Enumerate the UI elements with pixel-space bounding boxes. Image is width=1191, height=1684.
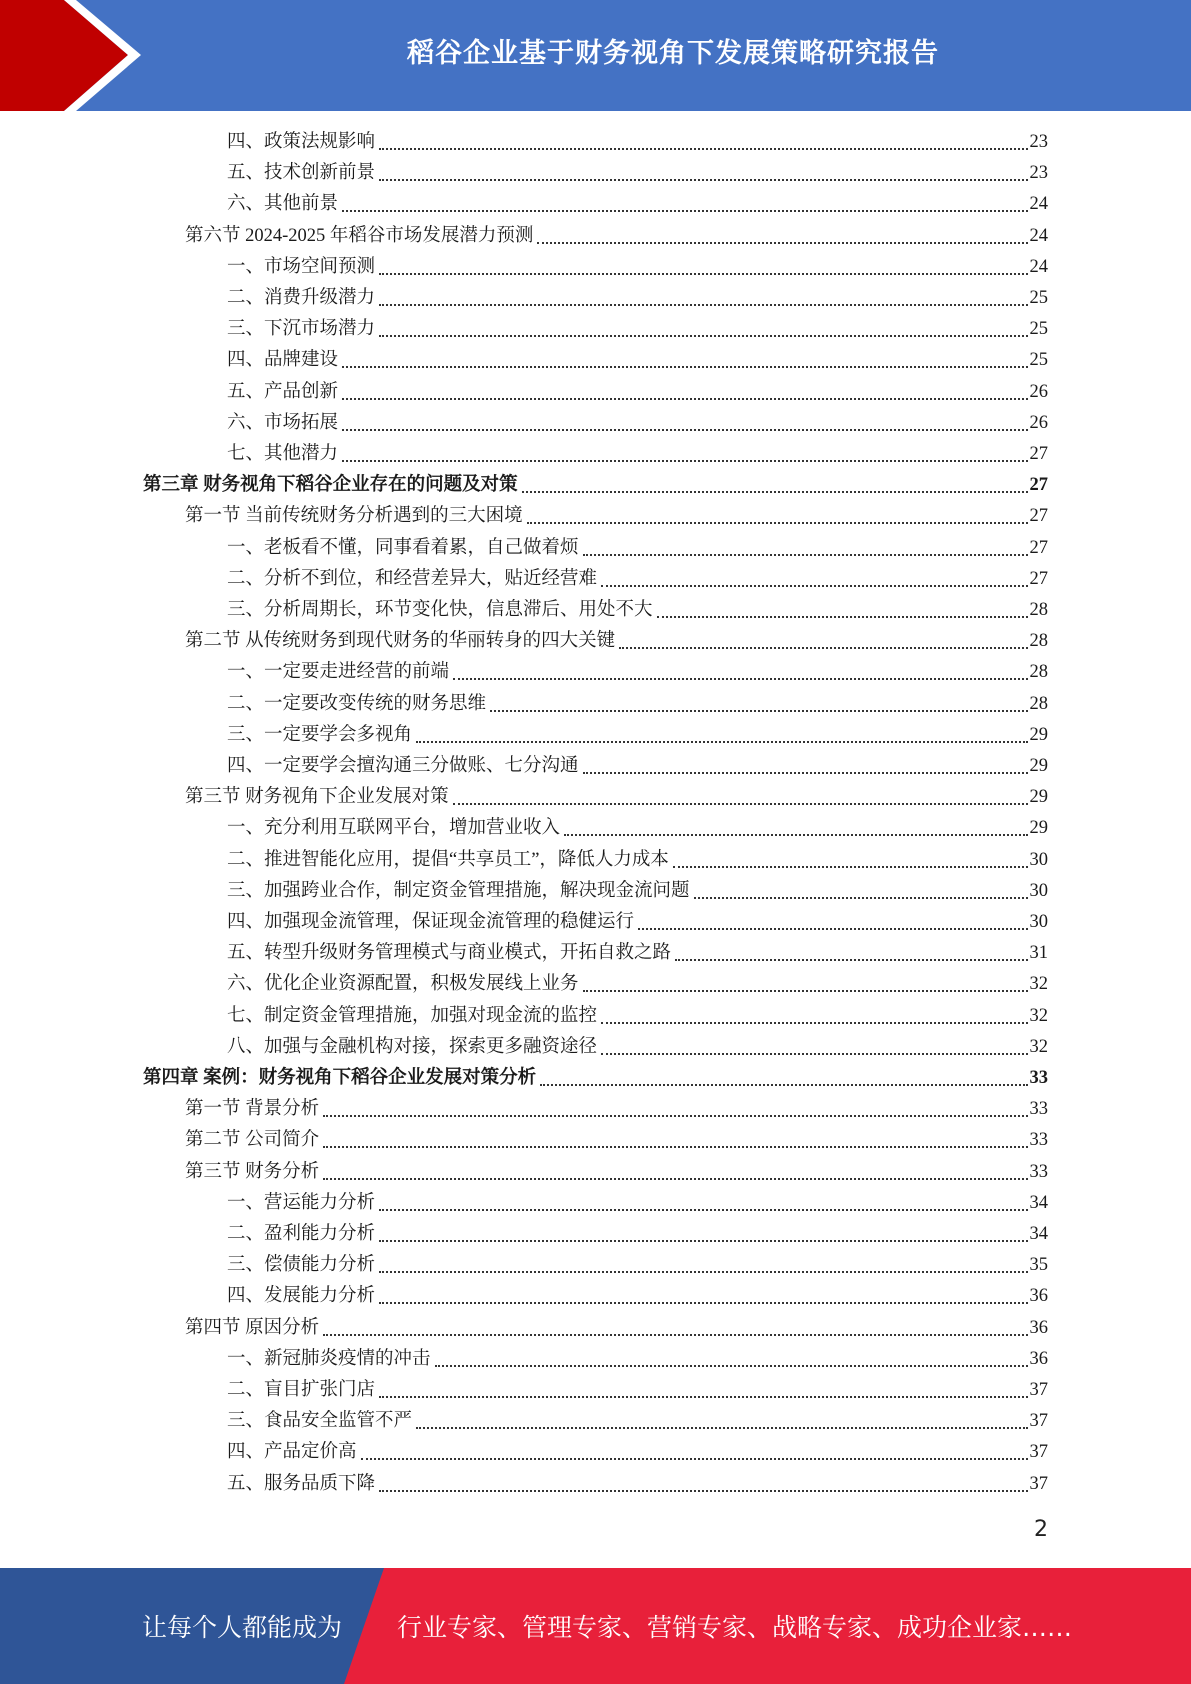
toc-entry-page: 36 bbox=[1029, 1317, 1048, 1338]
toc-entry-title: 第四章 案例：财务视角下稻谷企业发展对策分析 bbox=[143, 1068, 537, 1088]
toc-entry-page: 34 bbox=[1029, 1224, 1048, 1244]
toc-entry-title: 一、新冠肺炎疫情的冲击 bbox=[227, 1348, 431, 1369]
toc-entry[interactable] bbox=[227, 595, 1048, 626]
toc-entry-title: 第三章 财务视角下稻谷企业存在的问题及对策 bbox=[143, 475, 518, 496]
toc-entry[interactable] bbox=[227, 876, 1048, 907]
toc-entry[interactable] bbox=[227, 1375, 1048, 1406]
toc-dot-leader bbox=[342, 460, 1027, 462]
toc-entry-page: 35 bbox=[1029, 1255, 1048, 1276]
toc-entry-title: 第二节 从传统财务到现代财务的华丽转身的四大关键 bbox=[185, 631, 616, 652]
toc-entry-title: 五、服务品质下降 bbox=[227, 1473, 376, 1494]
toc-dot-leader bbox=[675, 959, 1027, 961]
toc-dot-leader bbox=[379, 1396, 1027, 1398]
toc-entry-page: 34 bbox=[1029, 1192, 1048, 1213]
toc-entry[interactable] bbox=[185, 626, 1048, 657]
toc-entry[interactable] bbox=[185, 782, 1048, 813]
toc-dot-leader bbox=[527, 522, 1028, 524]
toc-entry-page: 26 bbox=[1029, 381, 1048, 402]
toc-entry-page: 32 bbox=[1029, 1036, 1048, 1057]
toc-entry-page: 24 bbox=[1029, 256, 1048, 277]
toc-entry-page: 37 bbox=[1029, 1442, 1048, 1463]
toc-entry[interactable] bbox=[227, 564, 1048, 595]
toc-entry[interactable] bbox=[227, 1469, 1048, 1500]
toc-entry[interactable] bbox=[185, 221, 1048, 252]
toc-dot-leader bbox=[379, 179, 1027, 181]
toc-entry-title: 六、其他前景 bbox=[227, 194, 339, 215]
toc-dot-leader bbox=[323, 1146, 1027, 1148]
toc-entry-page: 29 bbox=[1029, 724, 1048, 745]
toc-entry-title: 五、产品创新 bbox=[227, 381, 339, 402]
toc-entry-page: 37 bbox=[1029, 1473, 1048, 1494]
toc-entry-page: 32 bbox=[1029, 974, 1048, 995]
toc-dot-leader bbox=[694, 897, 1028, 899]
toc-entry-page: 36 bbox=[1029, 1286, 1048, 1307]
toc-entry-title: 第三节 财务视角下企业发展对策 bbox=[185, 787, 449, 808]
toc-entry-page: 27 bbox=[1029, 506, 1048, 527]
toc-dot-leader bbox=[379, 1490, 1027, 1492]
toc-entry-page: 25 bbox=[1029, 350, 1048, 371]
toc-entry-title: 第三节 财务分析 bbox=[185, 1161, 320, 1182]
toc-entry-title: 一、营运能力分析 bbox=[227, 1192, 376, 1213]
page-footer bbox=[0, 1568, 1191, 1684]
toc-entry-title: 三、分析周期长，环节变化快，信息滞后、用处不大 bbox=[227, 600, 653, 620]
toc-dot-leader bbox=[379, 273, 1027, 275]
toc-entry[interactable] bbox=[185, 1313, 1048, 1344]
toc-dot-leader bbox=[342, 429, 1027, 431]
toc-entry[interactable] bbox=[227, 127, 1048, 158]
toc-entry-title: 七、其他潜力 bbox=[227, 444, 339, 464]
toc-entry-title: 二、推进智能化应用，提倡“共享员工”，降低人力成本 bbox=[227, 849, 669, 870]
toc-entry-title: 第二节 公司简介 bbox=[185, 1130, 320, 1151]
toc-entry-title: 一、充分利用互联网平台，增加营业收入 bbox=[227, 818, 561, 839]
toc-dot-leader bbox=[564, 834, 1027, 836]
toc-dot-leader bbox=[601, 1053, 1027, 1055]
toc-entry[interactable] bbox=[227, 533, 1048, 564]
toc-entry-title: 第一节 当前传统财务分析遇到的三大困境 bbox=[185, 506, 523, 527]
toc-entry[interactable] bbox=[227, 845, 1048, 876]
toc-entry-title: 六、市场拓展 bbox=[227, 412, 339, 433]
toc-dot-leader bbox=[537, 242, 1027, 244]
toc-entry-page: 33 bbox=[1029, 1130, 1048, 1151]
toc-dot-leader bbox=[435, 1365, 1028, 1367]
toc-entry-title: 四、一定要学会擅沟通三分做账、七分沟通 bbox=[227, 756, 579, 776]
toc-entry-title: 二、分析不到位，和经营差异大，贴近经营难 bbox=[227, 568, 598, 589]
toc-entry-title: 四、产品定价高 bbox=[227, 1442, 357, 1463]
toc-entry-page: 25 bbox=[1029, 319, 1048, 340]
toc-entry-title: 二、盈利能力分析 bbox=[227, 1224, 376, 1244]
toc-entry[interactable] bbox=[227, 283, 1048, 314]
toc-entry-title: 四、政策法规影响 bbox=[227, 132, 376, 152]
toc-entry[interactable] bbox=[227, 158, 1048, 189]
toc-entry-page: 29 bbox=[1029, 756, 1048, 776]
toc-entry[interactable] bbox=[143, 1063, 1048, 1094]
header-title: 稻谷企业基于财务视角下发展策略研究报告 bbox=[407, 37, 939, 69]
toc-entry-page: 23 bbox=[1029, 132, 1048, 152]
toc-dot-leader bbox=[657, 616, 1028, 618]
toc-dot-leader bbox=[379, 1209, 1027, 1211]
toc-dot-leader bbox=[583, 772, 1028, 774]
toc-entry-title: 一、一定要走进经营的前端 bbox=[227, 662, 450, 683]
toc-dot-leader bbox=[638, 928, 1027, 930]
toc-entry-title: 三、一定要学会多视角 bbox=[227, 724, 413, 745]
toc-entry[interactable] bbox=[227, 657, 1048, 688]
toc-entry[interactable] bbox=[227, 938, 1048, 969]
toc-entry[interactable] bbox=[227, 1001, 1048, 1032]
toc-entry[interactable] bbox=[227, 439, 1048, 470]
toc-entry-page: 37 bbox=[1029, 1411, 1048, 1432]
toc-entry[interactable] bbox=[227, 720, 1048, 751]
toc-entry[interactable] bbox=[185, 1125, 1048, 1156]
toc-entry-title: 四、发展能力分析 bbox=[227, 1286, 376, 1307]
toc-dot-leader bbox=[453, 803, 1028, 805]
toc-dot-leader bbox=[416, 1427, 1027, 1429]
toc-entry-title: 一、市场空间预测 bbox=[227, 256, 376, 277]
toc-entry-page: 26 bbox=[1029, 412, 1048, 433]
toc-entry[interactable] bbox=[227, 189, 1048, 220]
toc-entry-title: 五、转型升级财务管理模式与商业模式，开拓自救之路 bbox=[227, 943, 672, 964]
toc-dot-leader bbox=[342, 398, 1027, 400]
toc-entry-page: 28 bbox=[1029, 662, 1048, 683]
toc-entry-title: 四、加强现金流管理，保证现金流管理的稳健运行 bbox=[227, 912, 635, 932]
toc-entry[interactable] bbox=[227, 1188, 1048, 1219]
toc-entry-title: 第四节 原因分析 bbox=[185, 1317, 320, 1338]
toc-entry[interactable] bbox=[227, 1281, 1048, 1312]
toc-entry-title: 第六节 2024-2025 年稻谷市场发展潜力预测 bbox=[185, 225, 534, 246]
toc-entry-title: 一、老板看不懂，同事看着累，自己做着烦 bbox=[227, 537, 579, 558]
toc-entry-title: 二、消费升级潜力 bbox=[227, 288, 376, 308]
toc-entry-title: 四、品牌建设 bbox=[227, 350, 339, 371]
toc-entry-page: 29 bbox=[1029, 787, 1048, 808]
toc-dot-leader bbox=[453, 678, 1027, 680]
toc-dot-leader bbox=[379, 335, 1027, 337]
toc-dot-leader bbox=[601, 1022, 1027, 1024]
toc-entry-title: 第一节 背景分析 bbox=[185, 1099, 320, 1120]
toc-entry-page: 36 bbox=[1029, 1348, 1048, 1369]
toc-dot-leader bbox=[540, 1084, 1027, 1086]
toc-entry[interactable] bbox=[227, 1219, 1048, 1250]
toc-entry-page: 28 bbox=[1029, 631, 1048, 652]
toc-entry[interactable] bbox=[227, 969, 1048, 1000]
toc-dot-leader bbox=[583, 990, 1028, 992]
toc-entry[interactable] bbox=[227, 1437, 1048, 1468]
toc-dot-leader bbox=[619, 647, 1027, 649]
toc-entry-page: 31 bbox=[1029, 943, 1048, 964]
toc-entry[interactable] bbox=[227, 689, 1048, 720]
toc-entry-page: 25 bbox=[1029, 288, 1048, 308]
toc-entry-page: 27 bbox=[1029, 568, 1048, 589]
toc-entry[interactable] bbox=[227, 813, 1048, 844]
toc-dot-leader bbox=[379, 1302, 1027, 1304]
toc-dot-leader bbox=[342, 210, 1027, 212]
toc-dot-leader bbox=[323, 1178, 1027, 1180]
toc-entry-page: 32 bbox=[1029, 1005, 1048, 1026]
toc-entry[interactable] bbox=[227, 408, 1048, 439]
toc-entry-page: 33 bbox=[1029, 1068, 1048, 1088]
toc-entry[interactable] bbox=[185, 501, 1048, 532]
toc-dot-leader bbox=[490, 710, 1027, 712]
toc-entry-page: 29 bbox=[1029, 818, 1048, 839]
toc-entry-title: 二、一定要改变传统的财务思维 bbox=[227, 693, 487, 714]
toc-entry-title: 七、制定资金管理措施，加强对现金流的监控 bbox=[227, 1005, 598, 1026]
toc-entry-page: 24 bbox=[1029, 225, 1048, 246]
footer-slogan-right: 行业专家、管理专家、营销专家、战略专家、成功企业家…… bbox=[397, 1613, 1073, 1642]
toc-entry[interactable] bbox=[227, 1032, 1048, 1063]
toc-entry-title: 六、优化企业资源配置，积极发展线上业务 bbox=[227, 974, 579, 995]
toc-entry-page: 30 bbox=[1029, 849, 1048, 870]
toc-dot-leader bbox=[416, 741, 1027, 743]
page-number: 2 bbox=[1034, 1517, 1048, 1542]
footer-slogan-left: 让每个人都能成为 bbox=[142, 1613, 343, 1642]
toc-entry[interactable] bbox=[227, 252, 1048, 283]
toc-entry-page: 27 bbox=[1029, 444, 1048, 464]
toc-dot-leader bbox=[379, 1240, 1027, 1242]
toc-entry[interactable] bbox=[227, 377, 1048, 408]
toc-dot-leader bbox=[673, 866, 1028, 868]
toc-dot-leader bbox=[583, 554, 1028, 556]
page-header bbox=[0, 0, 1191, 111]
toc-entry[interactable] bbox=[185, 1157, 1048, 1188]
toc-entry[interactable] bbox=[143, 470, 1048, 501]
toc-entry[interactable] bbox=[227, 314, 1048, 345]
toc-entry-title: 二、盲目扩张门店 bbox=[227, 1380, 376, 1400]
toc-entry-page: 33 bbox=[1029, 1099, 1048, 1120]
toc-dot-leader bbox=[361, 1458, 1028, 1460]
toc-entry-page: 23 bbox=[1029, 163, 1048, 184]
toc-dot-leader bbox=[323, 1115, 1027, 1117]
toc-entry-title: 三、下沉市场潜力 bbox=[227, 319, 376, 340]
toc-dot-leader bbox=[379, 1271, 1027, 1273]
toc-entry[interactable] bbox=[227, 1250, 1048, 1281]
toc-entry-title: 三、食品安全监管不严 bbox=[227, 1411, 413, 1432]
toc-entry-page: 24 bbox=[1029, 194, 1048, 215]
toc-dot-leader bbox=[342, 366, 1027, 368]
toc-entry-title: 五、技术创新前景 bbox=[227, 163, 376, 184]
toc-entry-title: 三、偿债能力分析 bbox=[227, 1255, 376, 1276]
toc-entry-page: 30 bbox=[1029, 880, 1048, 901]
toc-entry-page: 28 bbox=[1029, 600, 1048, 620]
header-arrow-icon bbox=[0, 0, 160, 111]
toc-entry[interactable] bbox=[227, 345, 1048, 376]
toc-entry[interactable] bbox=[227, 751, 1048, 782]
toc-entry-page: 37 bbox=[1029, 1380, 1048, 1400]
toc-entry[interactable] bbox=[227, 907, 1048, 938]
toc-entry-page: 28 bbox=[1029, 693, 1048, 714]
toc-entry[interactable] bbox=[185, 1094, 1048, 1125]
toc-entry-page: 27 bbox=[1029, 537, 1048, 558]
toc-dot-leader bbox=[601, 585, 1027, 587]
toc-entry-page: 30 bbox=[1029, 912, 1048, 932]
toc-entry-page: 33 bbox=[1029, 1161, 1048, 1182]
toc-entry[interactable] bbox=[227, 1406, 1048, 1437]
toc-dot-leader bbox=[323, 1334, 1027, 1336]
toc-dot-leader bbox=[379, 148, 1027, 150]
toc-entry-title: 三、加强跨业合作，制定资金管理措施，解决现金流问题 bbox=[227, 880, 690, 901]
toc-entry-title: 八、加强与金融机构对接，探索更多融资途径 bbox=[227, 1036, 598, 1057]
toc-entry-page: 27 bbox=[1029, 475, 1048, 496]
toc-dot-leader bbox=[522, 491, 1028, 493]
toc-entry[interactable] bbox=[227, 1344, 1048, 1375]
toc-dot-leader bbox=[379, 304, 1027, 306]
